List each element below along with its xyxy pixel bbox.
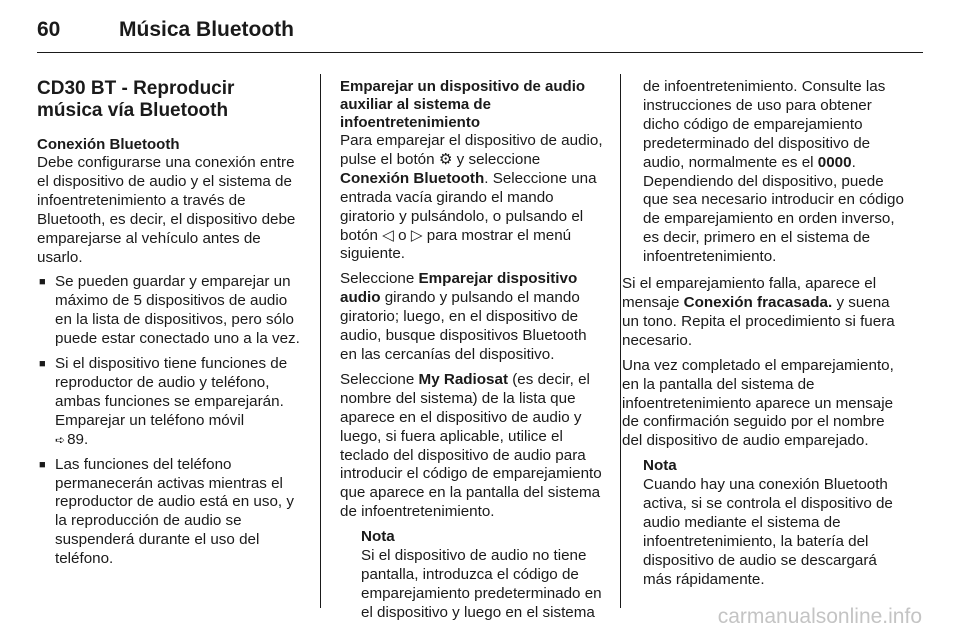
note-text: Si el dispositivo de audio no tiene pantalla, introduzca el código de emparejamiento predeterminado en el dispositivo y luego en el sistema xyxy=(361,547,602,621)
text: Para emparejar el dispositivo de audio, pulse el botón xyxy=(340,132,603,168)
text: Seleccione xyxy=(340,270,415,288)
paragraph xyxy=(340,132,606,264)
header-rule xyxy=(37,52,923,53)
note-title: Nota xyxy=(643,457,677,475)
intro-paragraph: Debe configurarse una conexión entre el dispositivo de audio y el sistema de infoentretenimiento a través de Bluetooth, es decir, el dispositivo debe emparejarse al vehículo antes de usarlo. xyxy=(37,154,296,266)
text: (es decir, el nombre del sistema) de la lista que aparece en el dispositivo de audio y luego, si fuera aplicable, utilice el teclado del dispositivo de audio para introducir el código de emparejamiento que aparece en la pantalla del sistema de infoentretenimiento. xyxy=(340,370,602,521)
bullet-list xyxy=(37,273,303,569)
text: Si el emparejamiento falla, aparece el mensaje xyxy=(622,275,877,311)
column-3 xyxy=(622,78,904,596)
heading-pair-audio-device: Emparejar un dispositivo de audio auxiliar al sistema de infoentretenimiento xyxy=(340,78,586,131)
text: . Seleccione una entrada vacía girando el mando giratorio y pulsándolo, o pulsando el botón xyxy=(340,169,597,244)
text: y suena un tono. Repita el procedimiento si fuera necesario. xyxy=(622,293,895,349)
bullet-icon: ■ xyxy=(39,358,46,371)
message-term: Conexión fracasada. xyxy=(683,293,833,311)
paragraph xyxy=(340,371,606,522)
bullet-text: Se pueden guardar y emparejar un máximo de 5 dispositivos de audio en la lista de dispositivos, pero sólo puede estar conectado uno a la vez. xyxy=(55,273,300,348)
note-text: . Dependiendo del dispositivo, puede que sea necesario introducir en código de emparejamiento en orden inverso, es decir, primero en el sistema de infoentretenimiento. xyxy=(643,153,904,266)
note-text: de infoentretenimiento. Consulte las instrucciones de uso para obtener dicho código de emparejamiento predeterminado del dispositivo de audio, normalmente es el xyxy=(643,78,886,171)
text: girando y pulsando el mando giratorio; luego, en el dispositivo de audio, busque dispositivos Bluetooth en las cercanías del dispositivo. xyxy=(340,289,587,363)
section-title: CD30 BT - Reproducir música vía Bluetooth xyxy=(37,78,235,121)
page-title: Música Bluetooth xyxy=(119,18,295,41)
note-box xyxy=(340,528,606,623)
text: y seleccione xyxy=(456,150,541,168)
list-item xyxy=(37,355,303,450)
bullet-icon: ■ xyxy=(39,458,46,471)
paragraph xyxy=(622,275,904,351)
text: Seleccione xyxy=(340,370,415,388)
menu-term: Emparejar dispositivo audio xyxy=(340,270,578,307)
column-divider-2 xyxy=(620,74,621,608)
list-item xyxy=(37,456,303,569)
left-arrow-icon: ◁ xyxy=(382,226,394,244)
settings-button-icon: ⚙ xyxy=(438,150,453,168)
note-box xyxy=(622,457,904,589)
column-1 xyxy=(37,78,303,575)
note-continued xyxy=(622,78,904,267)
page-ref-link[interactable]: 89. xyxy=(67,430,89,448)
page-ref-arrow-icon: ➪ xyxy=(55,432,66,447)
note-title: Nota xyxy=(361,528,395,546)
bullet-icon: ■ xyxy=(39,276,46,289)
note-text: Cuando hay una conexión Bluetooth activa, si se controla el dispositivo de audio mediante el sistema de infoentretenimiento, la batería del dispositivo de audio se descargará más rápidamente. xyxy=(643,476,893,588)
subheading-bluetooth-connection: Conexión Bluetooth xyxy=(37,136,180,153)
menu-term: Conexión Bluetooth xyxy=(340,169,485,187)
page-header xyxy=(37,16,923,48)
paragraph: Una vez completado el emparejamiento, en la pantalla del sistema de infoentretenimiento aparece un mensaje de confirmación seguido por el nombre del dispositivo de audio emparejado. xyxy=(622,356,894,450)
default-code: 0000 xyxy=(817,153,852,171)
bullet-text: Las funciones del teléfono permanecerán activas mientras el reproductor de audio está en uso, y la reproducción de audio se suspenderá durante el uso del teléfono. xyxy=(55,455,294,568)
watermark: carmanualsonline.info xyxy=(717,605,922,628)
paragraph xyxy=(340,270,606,365)
right-arrow-icon: ▷ xyxy=(410,226,423,244)
page-number: 60 xyxy=(37,18,61,41)
menu-term: My Radiosat xyxy=(418,370,509,388)
text: para mostrar el menú siguiente. xyxy=(340,226,572,263)
list-item xyxy=(37,273,303,349)
bullet-text: Si el dispositivo tiene funciones de reproductor de audio y teléfono, ambas funciones se emparejarán. Emparejar un teléfono móvil xyxy=(55,355,288,429)
text: o xyxy=(398,226,407,244)
column-divider-1 xyxy=(320,74,321,608)
column-2 xyxy=(340,78,606,629)
